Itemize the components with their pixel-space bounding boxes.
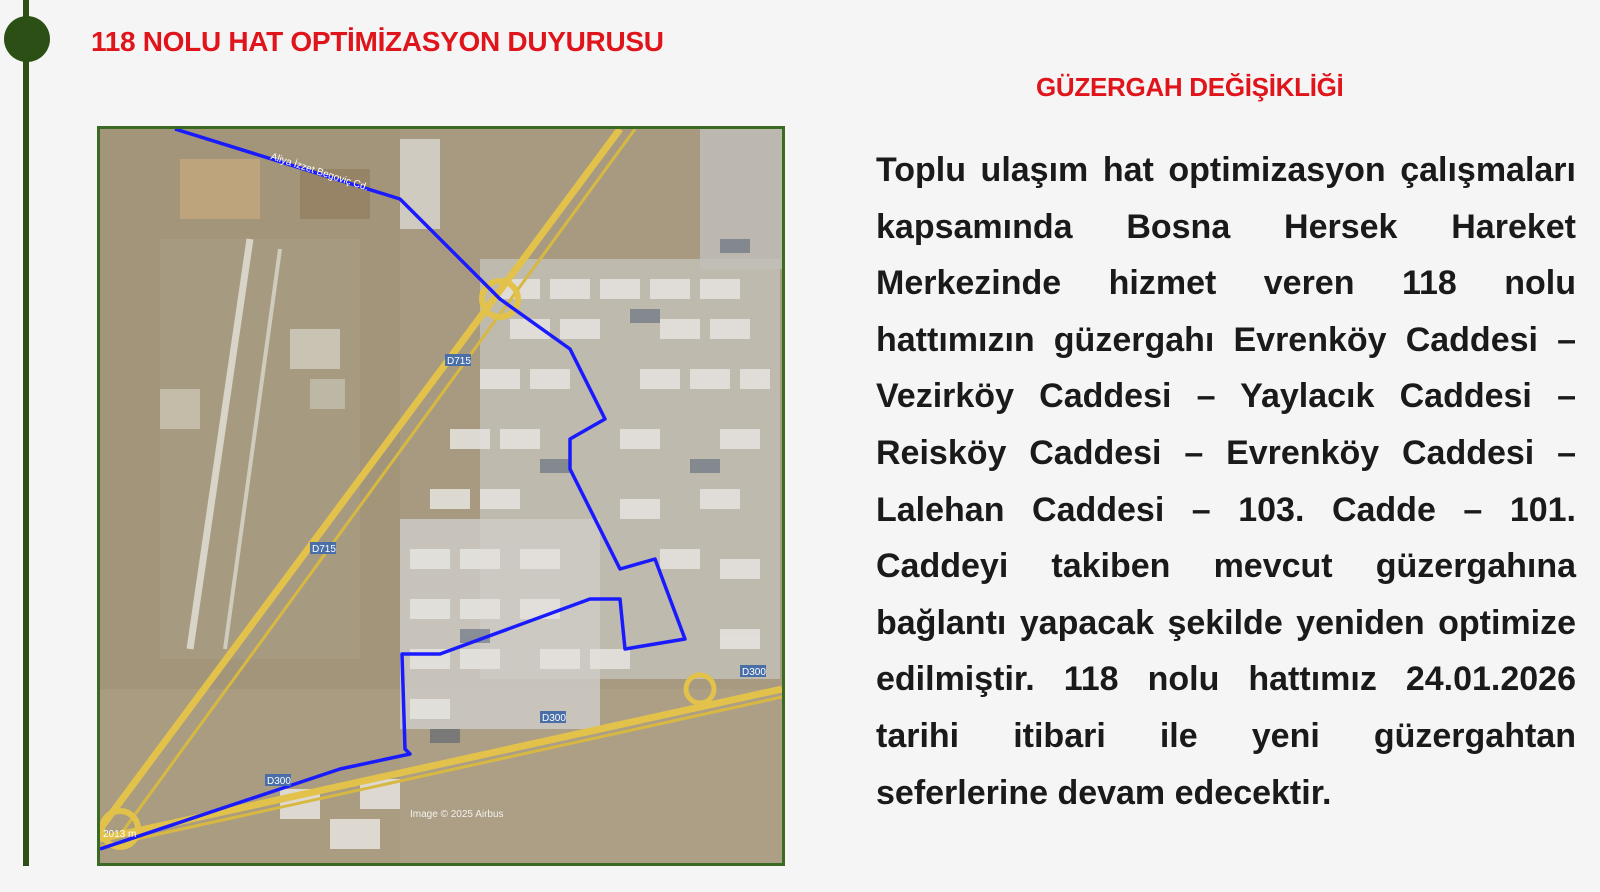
section-heading: GÜZERGAH DEĞİŞİKLİĞİ [1036, 72, 1344, 102]
road-badge-d300-mid [540, 711, 566, 724]
road-badge-d715-upper [445, 354, 471, 367]
svg-text:D715: D715 [447, 356, 471, 367]
svg-text:D300: D300 [542, 713, 566, 724]
svg-text:D300: D300 [742, 667, 766, 678]
road-badge-d300-right [740, 665, 766, 678]
svg-text:D715: D715 [312, 544, 336, 555]
announcement-body: Toplu ulaşım hat optimizasyon çalışmaları kapsamında Bosna Hersek Hareket Merkezinde hizmet veren 118 nolu hattımızın güzergahı Evrenköy Caddesi – Vezirköy Caddesi – Yaylacık Caddesi – Reisköy Caddesi – Evrenköy Caddesi –Lalehan Caddesi – 103. Cadde – 101. Caddeyi takiben mevcut güzergahına bağlantı yapacak şekilde yeniden optimize edilmiştir. 118 nolu hattımız 24.01.2026 tarihi itibari ile yeni güzergahtan seferlerine devam edecektir. [876, 151, 1576, 812]
accent-dot [4, 16, 50, 62]
road-badge-d715-lower [310, 542, 336, 555]
page-title: 118 NOLU HAT OPTİMİZASYON DUYURUSU [91, 26, 664, 57]
satellite-map [100, 129, 782, 863]
image-credit: Image © 2025 Airbus [410, 809, 504, 820]
road-badge-d300-left [265, 774, 291, 787]
accent-line [23, 0, 29, 866]
svg-text:D300: D300 [267, 776, 291, 787]
route-map [97, 126, 785, 866]
street-label: Aliya İzzet Begoviç Cd. [269, 151, 370, 194]
year-label: 2013 m [103, 829, 137, 840]
map-field [180, 159, 260, 219]
